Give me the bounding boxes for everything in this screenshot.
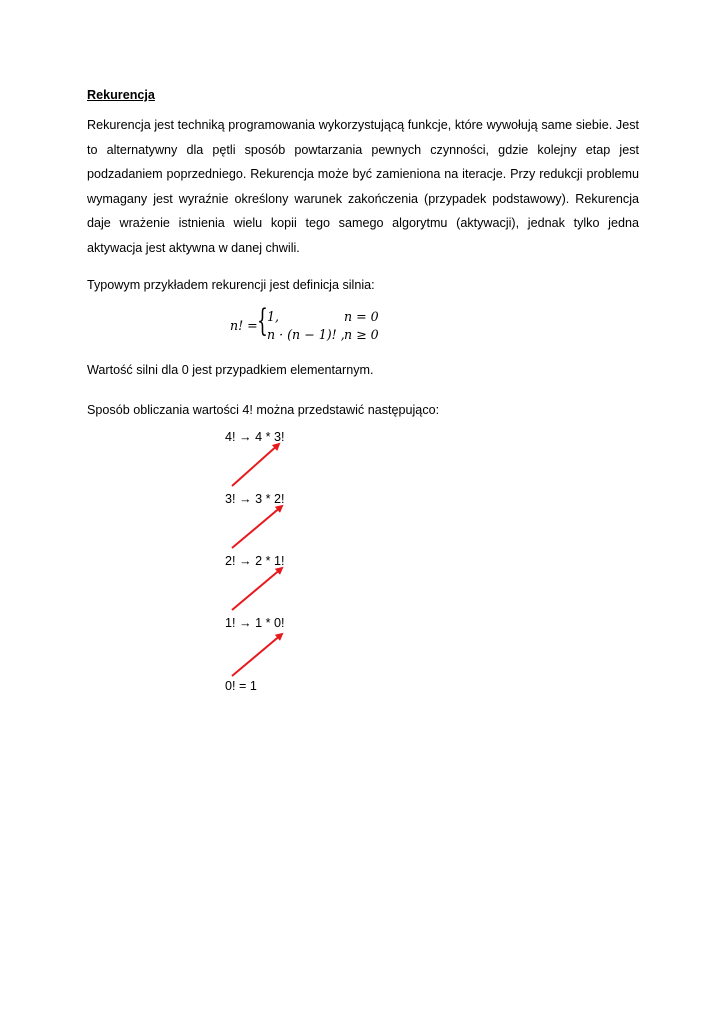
arrow-line — [232, 568, 282, 610]
formula-case2-condition: n ≥ 0 — [344, 327, 379, 342]
intro-paragraph: Rekurencja jest techniką programowania wykorzystującą funkcje, które wywołują same siebie. Jest to alternatywny dla pętli sposób powtarzania pewnych czynności, gdzie kolejny etap jest podzadaniem poprzedniego. Rekurencja może być zamieniona na iteracje. Przy redukcji problemu wymagany jest wyraźnie określony warunek zakończenia (przypadek podstawowy). Rekurencja daje wrażenie istnienia wielu kopii tego samego algorytmu (aktywacji), jednak tylko jedna aktywacja jest aktywna w danej chwili. — [87, 118, 639, 255]
recursion-step: 0! = 1 — [225, 679, 257, 693]
arrow-line — [232, 444, 279, 486]
formula-case2-value: n · (n − 1)! , — [267, 327, 345, 342]
elementary-paragraph: Wartość silni dla 0 jest przypadkiem elementarnym. — [87, 363, 374, 377]
arrow-line — [232, 634, 282, 676]
formula-case1-value: 1, — [267, 309, 280, 324]
recursion-step: 3! → 3 * 2! — [225, 492, 285, 506]
arrow-line — [232, 506, 282, 548]
formula-lhs: n! = — [230, 318, 258, 333]
method-paragraph: Sposób obliczania wartości 4! można przedstawić następująco: — [87, 403, 440, 417]
recursion-step: 2! → 2 * 1! — [225, 554, 285, 568]
formula-brace: { — [257, 303, 268, 339]
recursion-step: 1! → 1 * 0! — [225, 616, 285, 630]
formula-case1-condition: n = 0 — [344, 309, 379, 324]
page-title: Rekurencja — [87, 88, 155, 102]
example-paragraph: Typowym przykładem rekurencji jest definicja silnia: — [87, 278, 375, 292]
recursion-step: 4! → 4 * 3! — [225, 430, 285, 444]
factorial-formula — [230, 303, 390, 345]
